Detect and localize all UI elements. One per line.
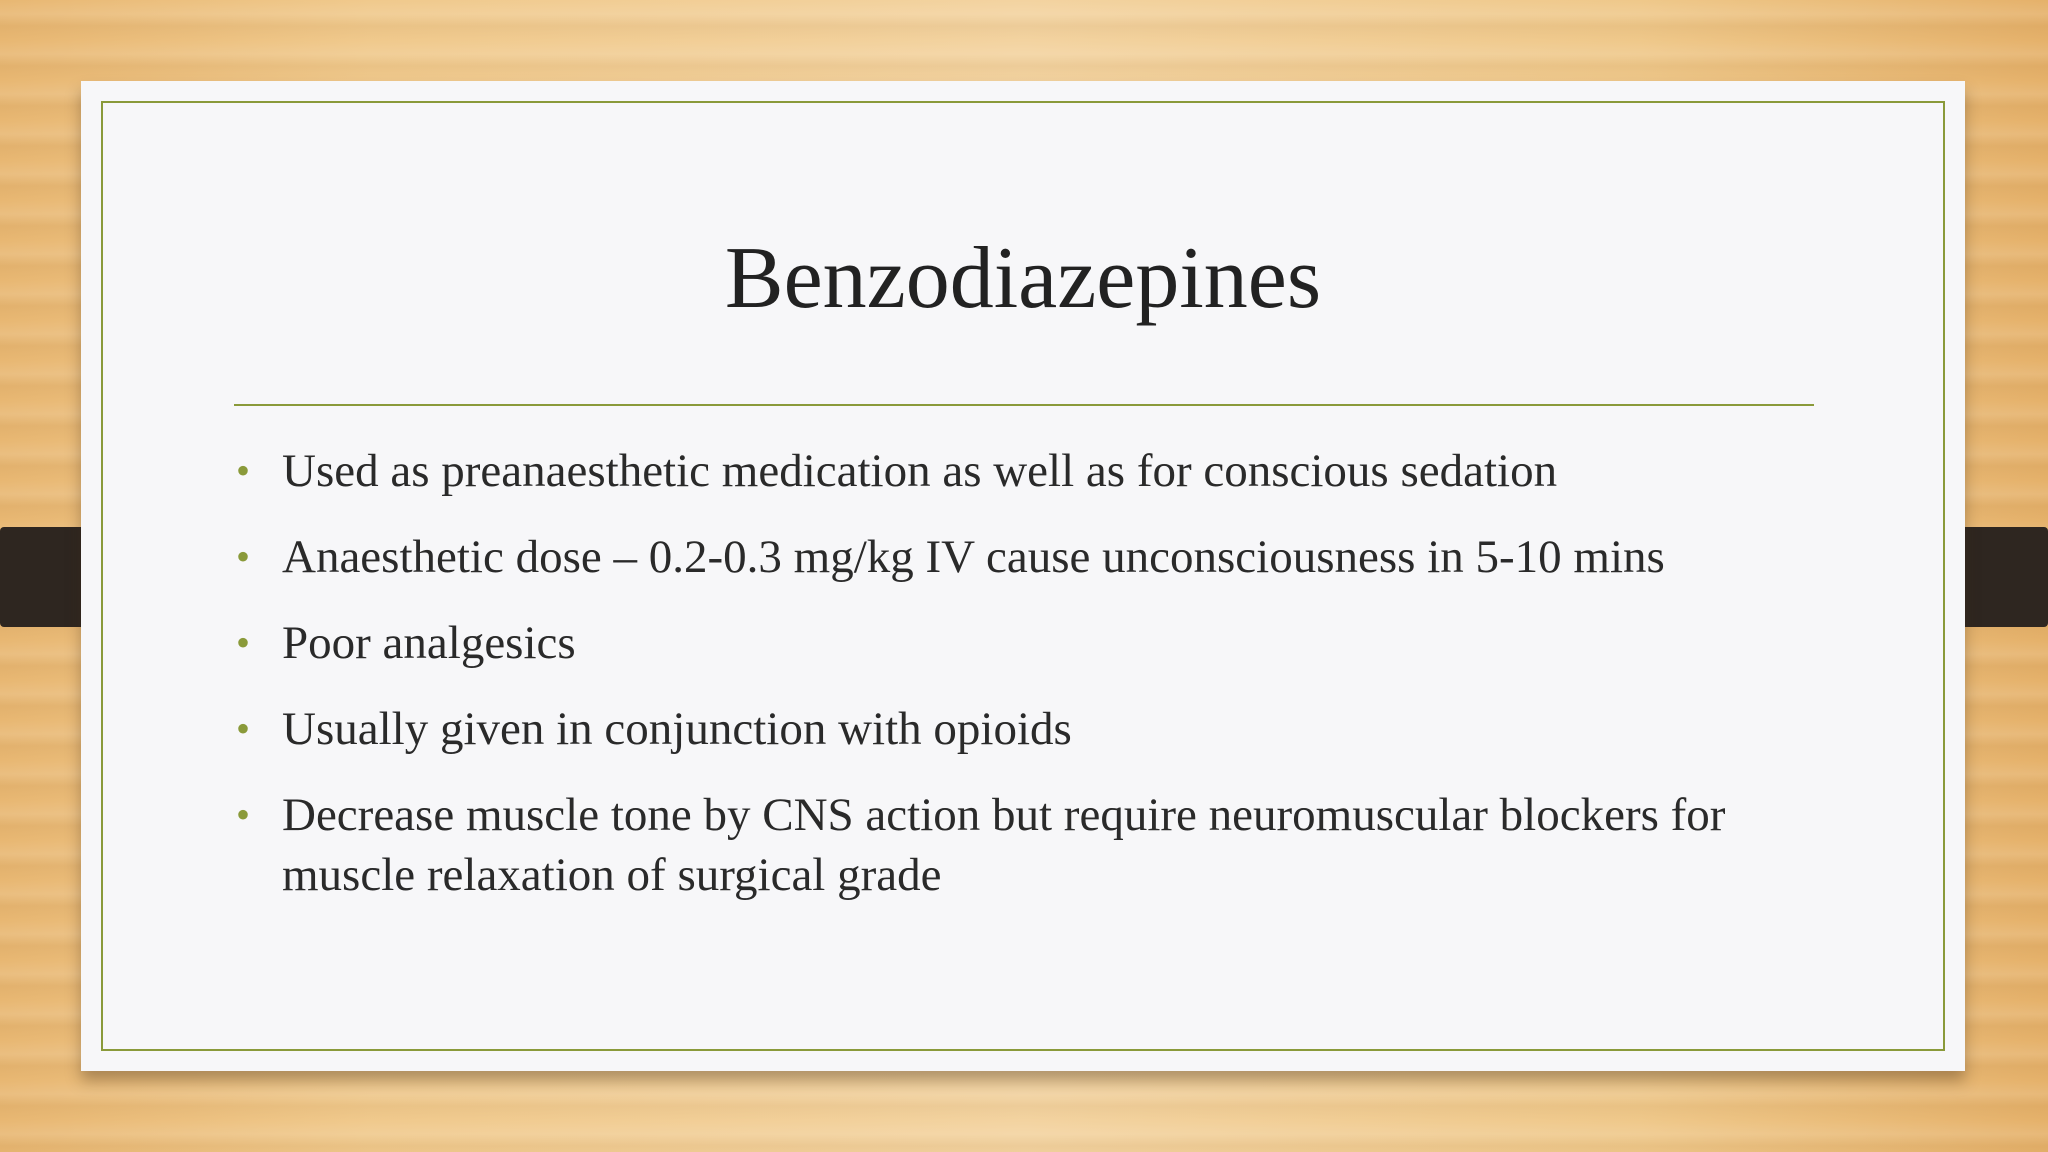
bullet-text: Anaesthetic dose – 0.2-0.3 mg/kg IV cause unconsciousness in 5-10 mins (282, 531, 1665, 583)
bullet-dot-icon: • (236, 706, 251, 751)
bullet-text: Poor analgesics (282, 617, 576, 669)
bullet-item (234, 785, 1814, 905)
title-divider (234, 404, 1814, 406)
bullet-text: Decrease muscle tone by CNS action but require neuromuscular blockers for muscle relaxation of surgical grade (282, 789, 1726, 901)
bullet-item (234, 527, 1814, 587)
bullet-item (234, 441, 1814, 501)
bullet-dot-icon: • (236, 792, 251, 837)
slide-title: Benzodiazepines (724, 230, 1322, 327)
bullet-list (234, 441, 1814, 931)
bullet-item (234, 613, 1814, 673)
bullet-dot-icon: • (236, 534, 251, 579)
bullet-dot-icon: • (236, 620, 251, 665)
bullet-text: Used as preanaesthetic medication as well as for conscious sedation (282, 445, 1558, 497)
bullet-dot-icon: • (236, 448, 251, 493)
bullet-text: Usually given in conjunction with opioids (282, 703, 1072, 755)
bullet-item (234, 699, 1814, 759)
slide-card (81, 81, 1965, 1071)
